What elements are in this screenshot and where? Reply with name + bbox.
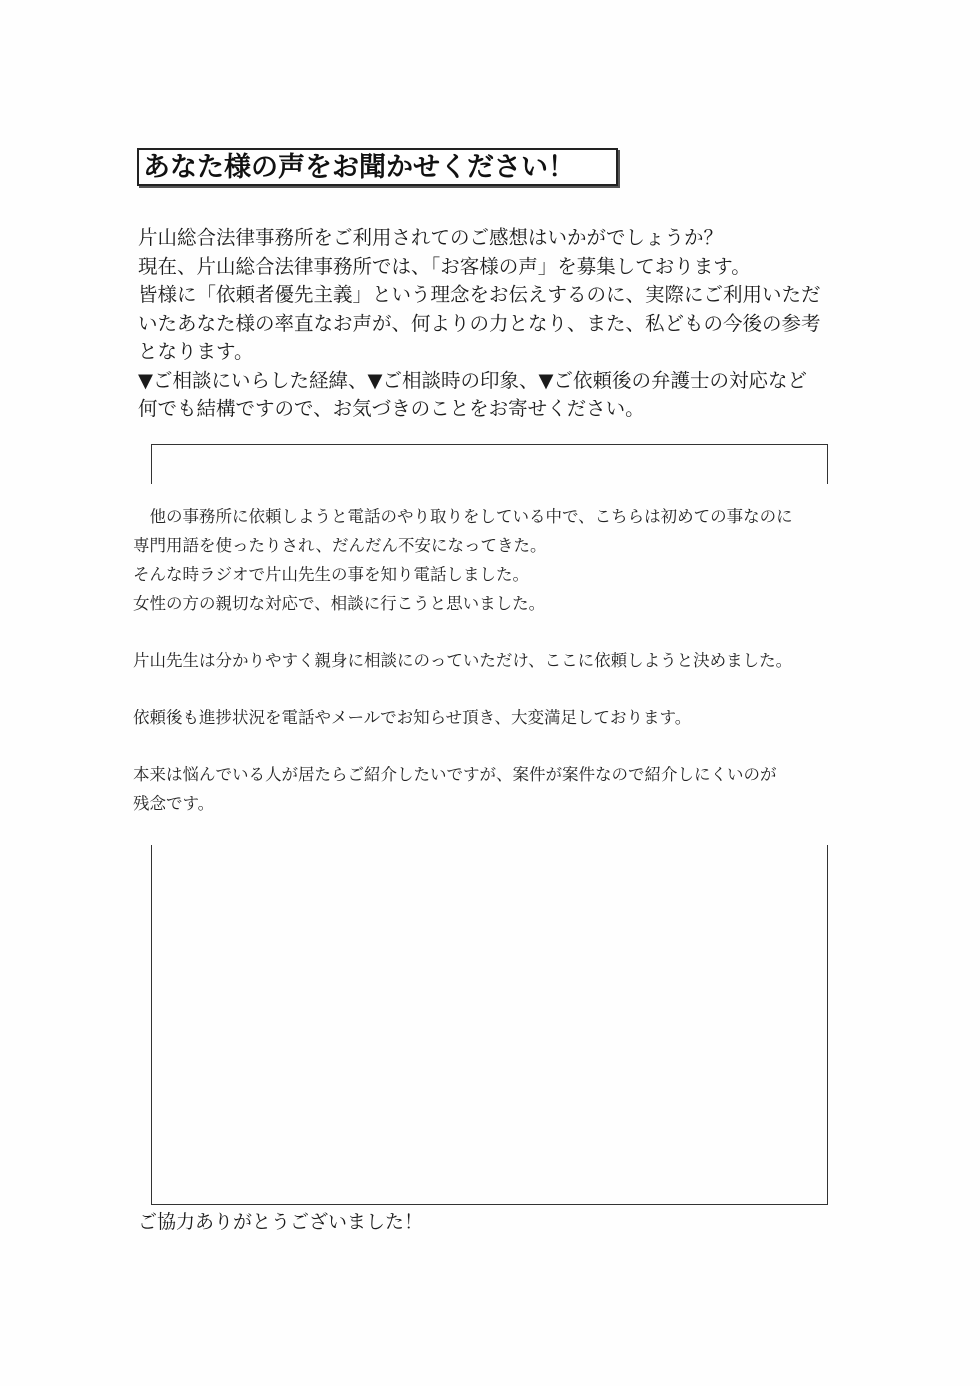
letter-line: 他の事務所に依頼しようと電話のやり取りをしている中で、こちらは初めての事なのに [133,507,793,526]
letter-line: そんな時ラジオで片山先生の事を知り電話しました。 [133,565,529,584]
paragraph-gap [133,675,843,703]
page-title: あなた様の声をお聞かせください！ [143,151,575,183]
intro-line: 皆様に「依頼者優先主義」という理念をお伝えするのに、実際にご利用いただ [138,283,821,306]
letter-line: 女性の方の親切な対応で、相談に行こうと思いました。 [133,594,546,613]
paragraph-gap [133,732,843,760]
intro-line: いたあなた様の率直なお声が、何よりの力となり、また、私どもの今後の参考 [138,311,821,335]
title-box [137,148,618,186]
comment-frame-bottom [151,845,828,1205]
letter-line: 残念です。 [133,794,215,813]
intro-line: 何でも結構ですので、お気づきのことをお寄せください。 [138,397,645,420]
customer-letter [133,502,843,818]
comment-frame-top [151,444,828,484]
closing-text: ご協力ありがとうございました！ [138,1211,424,1233]
intro-line: となります。 [138,340,254,363]
letter-line: 専門用語を使ったりされ、だんだん不安になってきた。 [133,536,547,555]
letter-line: 依頼後も進捗状況を電話やメールでお知らせ頂き、大変満足しております。 [133,708,692,727]
letter-line: 本来は悩んでいる人が居たらご紹介したいですが、案件が案件なので紹介しにくいのが [133,765,777,784]
intro-text [138,224,843,424]
paragraph-gap [133,618,843,646]
intro-line: 片山総合法律事務所をご利用されてのご感想はいかがでしょうか？ [138,226,724,249]
intro-line: 現在、片山総合法律事務所では、「お客様の声」を募集しております。 [138,254,751,278]
letter-line: 片山先生は分かりやすく親身に相談にのっていただけ、ここに依頼しようと決めました。 [133,651,793,670]
intro-line: ▼ご相談にいらした経緯、▼ご相談時の印象、▼ご依頼後の弁護士の対応など [138,368,807,392]
